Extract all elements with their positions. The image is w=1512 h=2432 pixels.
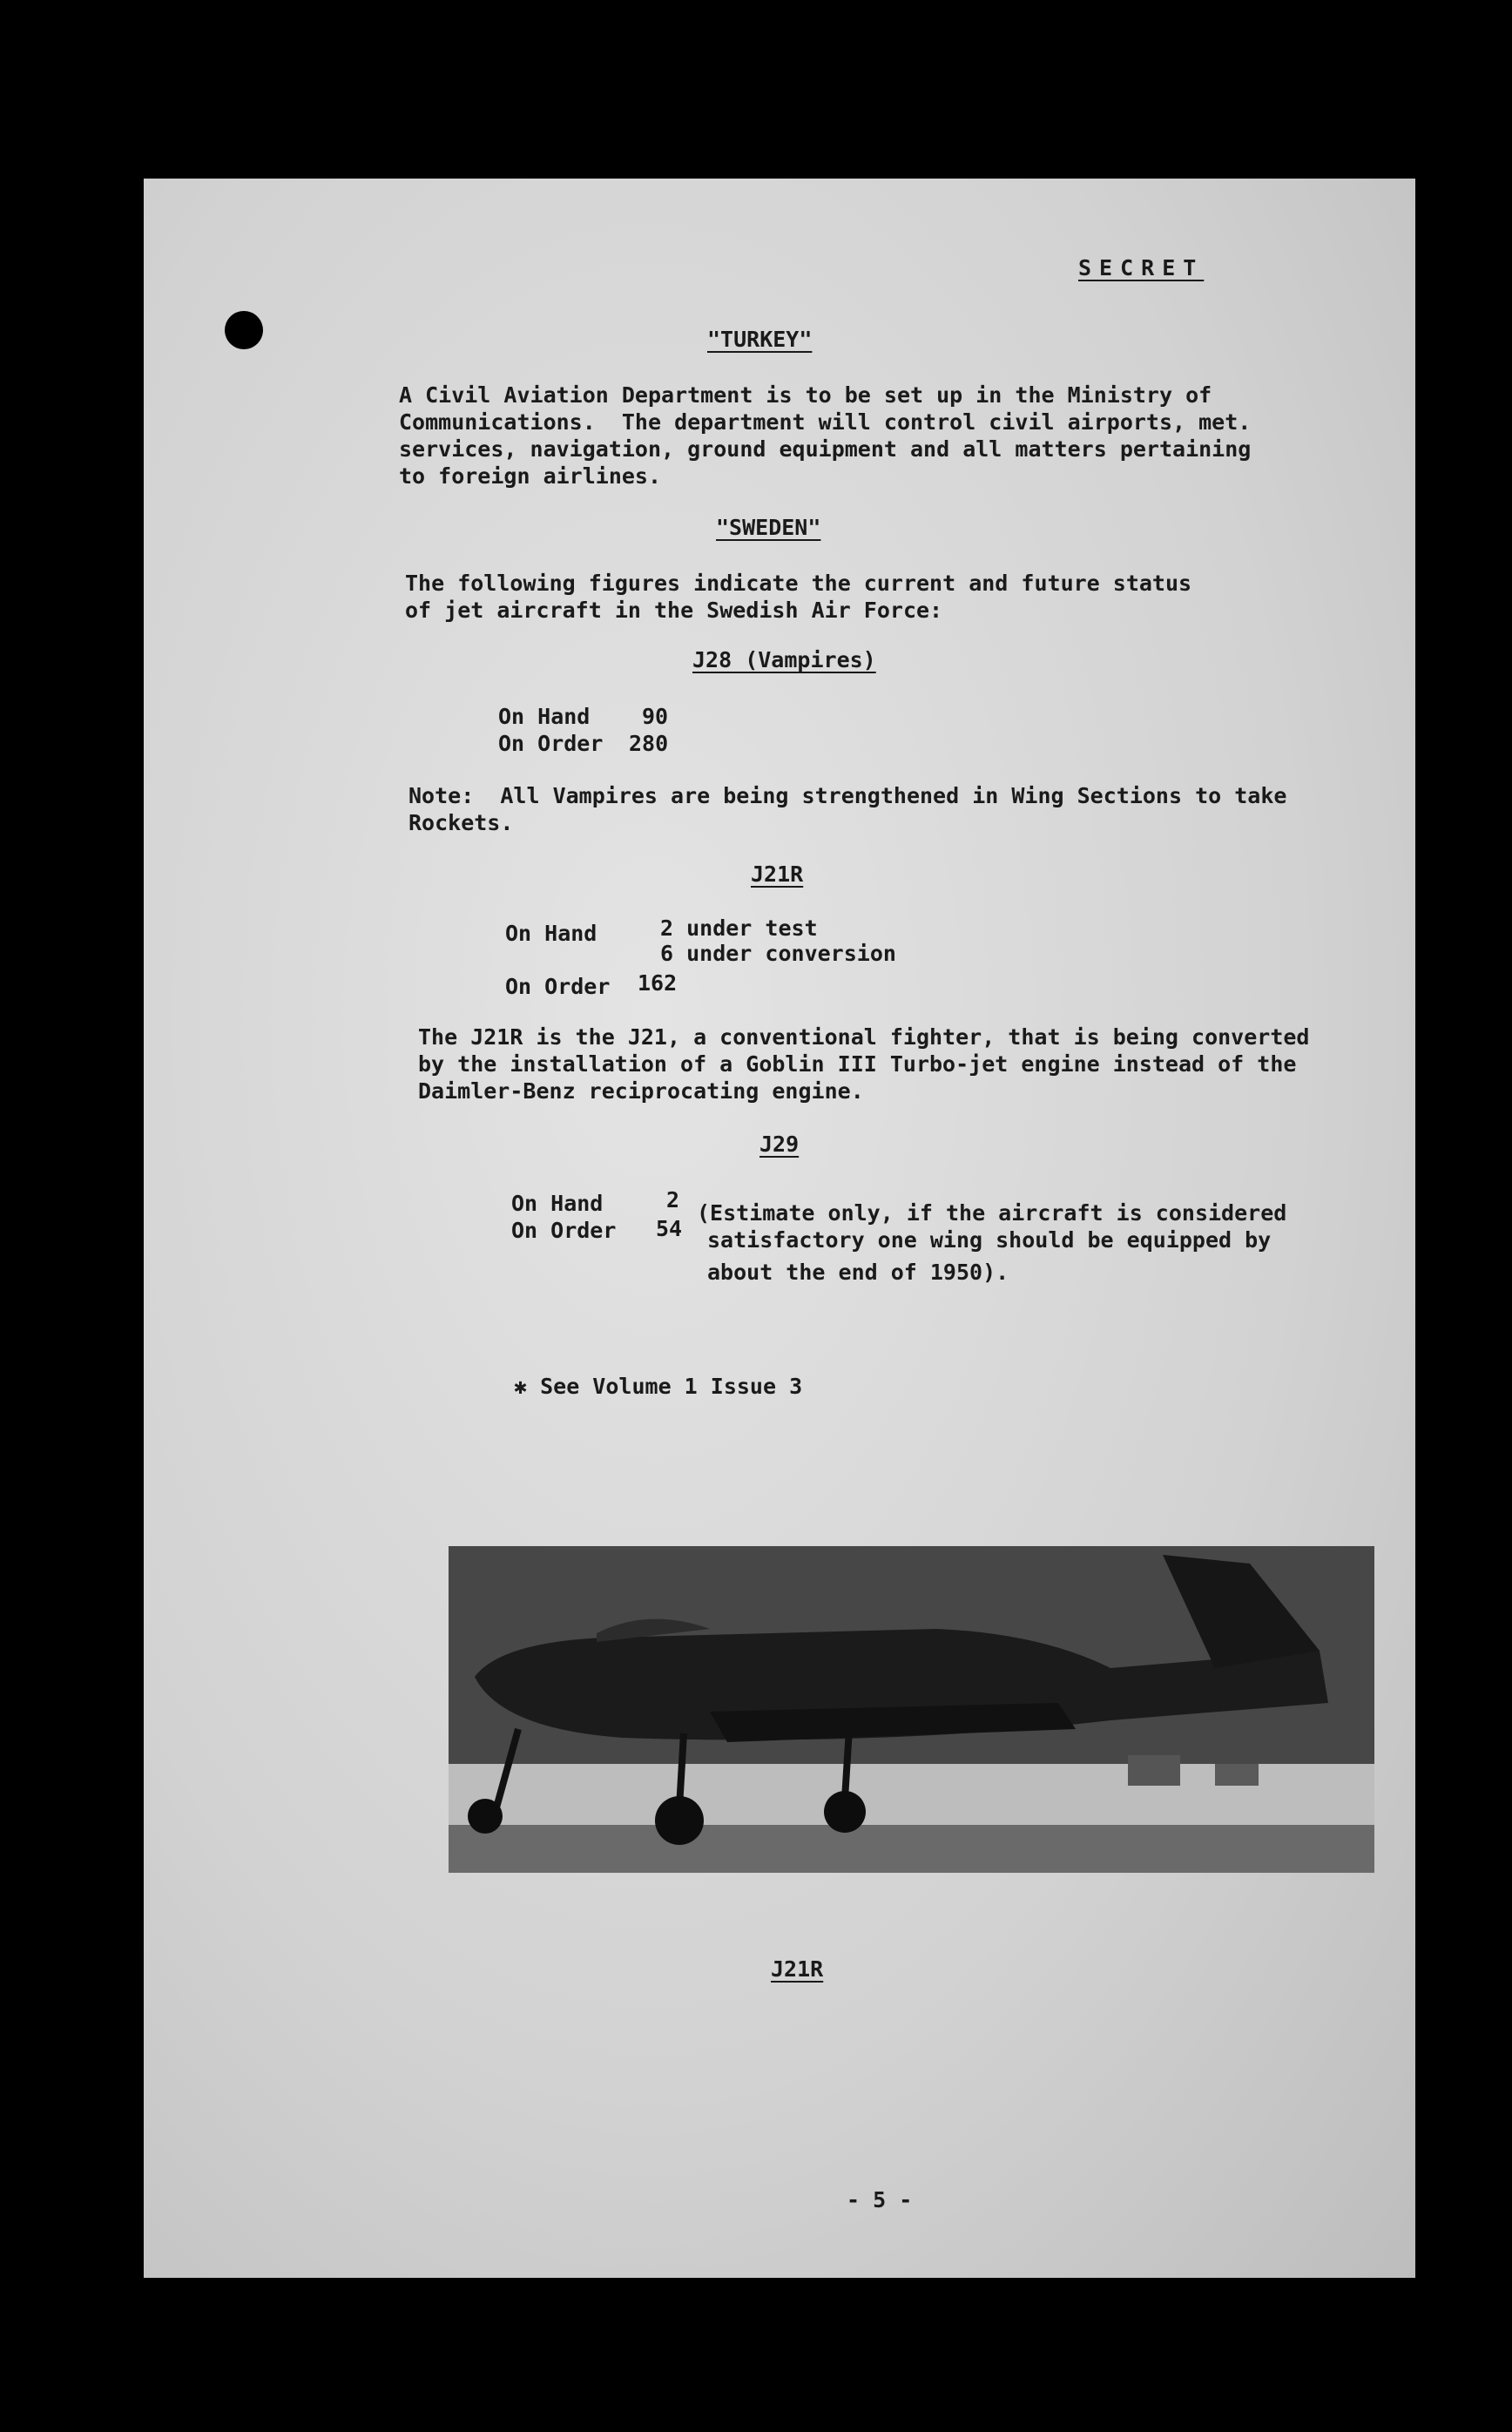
j21r-on-order-value: 162 [638, 970, 678, 996]
j21r-heading: J21R [751, 861, 804, 887]
j21r-on-order-label: On Order [505, 974, 611, 999]
j29-on-order-note-2: satisfactory one wing should be equipped by [707, 1227, 1272, 1253]
footnote: ✱ See Volume 1 Issue 3 [514, 1374, 803, 1399]
turkey-line-3: services, navigation, ground equipment and all matters pertaining [399, 436, 1252, 462]
j29-heading: J29 [759, 1132, 800, 1157]
turkey-heading: "TURKEY" [707, 327, 813, 352]
j21r-on-hand-value-2: 6 under conversion [660, 941, 896, 966]
turkey-line-2: Communications. The department will control civil airports, met. [399, 409, 1252, 435]
j29-on-hand-label: On Hand [511, 1191, 604, 1216]
j29-on-order-note-3: about the end of 1950). [707, 1260, 1009, 1285]
j29-on-order-value: 54 [656, 1216, 683, 1241]
turkey-line-4: to foreign airlines. [399, 463, 662, 489]
turkey-line-1: A Civil Aviation Department is to be set up in the Ministry of [399, 382, 1212, 408]
photo-caption: J21R [771, 1956, 824, 1982]
j28-on-hand-value: 90 [642, 704, 669, 729]
page-number: - 5 - [847, 2187, 913, 2212]
j21r-on-hand-label: On Hand [505, 921, 597, 946]
punch-hole [225, 311, 263, 349]
j28-on-order-value: 280 [629, 731, 669, 756]
j28-note-line-2: Rockets. [408, 810, 514, 835]
j29-on-order-note-1: (Estimate only, if the aircraft is considered [697, 1200, 1287, 1226]
j28-on-order-label: On Order [498, 731, 604, 756]
j21r-text-line-1: The J21R is the J21, a conventional fighter, that is being converted [418, 1024, 1310, 1050]
sweden-intro-2: of jet aircraft in the Swedish Air Force: [405, 598, 943, 623]
j21r-on-hand-value-1: 2 under test [660, 915, 818, 941]
j29-on-order-label: On Order [511, 1218, 617, 1243]
j21r-text-line-2: by the installation of a Goblin III Turbo-jet engine instead of the [418, 1051, 1297, 1077]
j21r-text-line-3: Daimler-Benz reciprocating engine. [418, 1078, 864, 1104]
j29-on-hand-value: 2 [666, 1187, 680, 1213]
classification-marking: SECRET [1078, 255, 1205, 280]
j28-heading: J28 (Vampires) [692, 647, 876, 672]
j28-note-line-1: Note: All Vampires are being strengthened in Wing Sections to take [408, 783, 1287, 808]
sweden-intro-1: The following figures indicate the current and future status [405, 571, 1192, 596]
sweden-heading: "SWEDEN" [716, 515, 821, 540]
j28-on-hand-label: On Hand [498, 704, 591, 729]
aircraft-photo [449, 1546, 1374, 1873]
